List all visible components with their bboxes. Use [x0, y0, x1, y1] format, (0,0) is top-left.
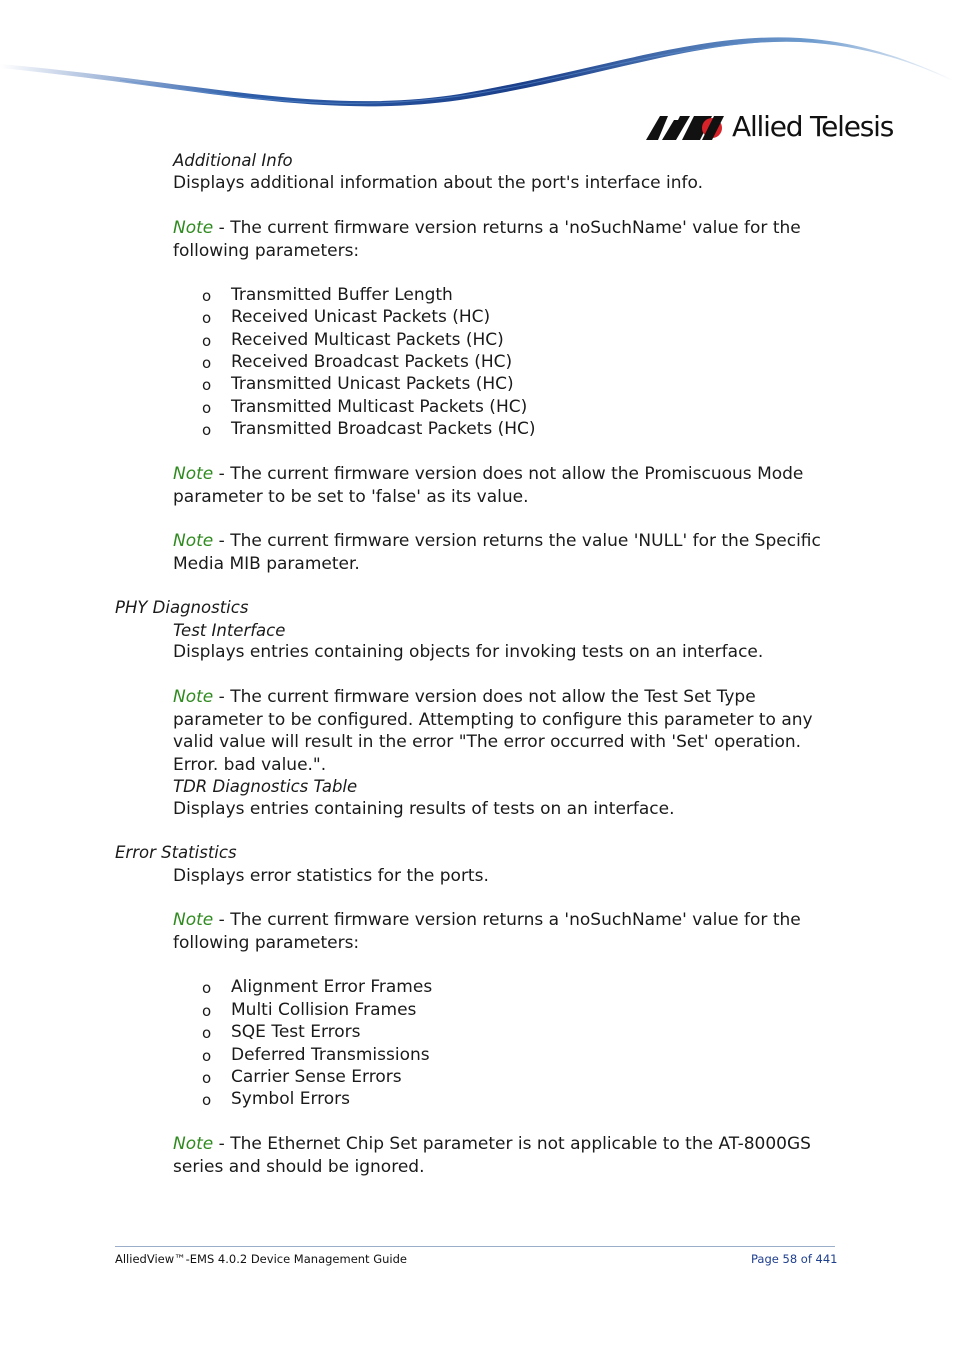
bullet-icon: o — [202, 1091, 212, 1109]
list-item: Received Unicast Packets (HC) — [231, 307, 491, 327]
list-item: Received Multicast Packets (HC) — [231, 330, 504, 350]
bullet-icon: o — [202, 1002, 212, 1020]
list-item: Multi Collision Frames — [231, 1000, 417, 1020]
list-item: SQE Test Errors — [231, 1022, 361, 1042]
footer-divider — [115, 1246, 835, 1247]
error-statistics-note-2 — [173, 1133, 843, 1178]
bullet-icon: o — [202, 1024, 212, 1042]
footer-document-title: AlliedView™-EMS 4.0.2 Device Management Guide — [115, 1252, 407, 1266]
brand-name: Allied Telesis — [732, 110, 894, 143]
list-item: Received Broadcast Packets (HC) — [231, 352, 513, 372]
test-interface-heading: Test Interface — [173, 621, 286, 640]
note-text: - The current firmware version does not allow the Test Set Type parameter to be configured. Attempting to configure this parameter to any valid value will result in the error "The error occurred with 'Set' operation. Error. bad value.". — [173, 687, 813, 775]
list-item: Transmitted Buffer Length — [231, 285, 453, 305]
test-interface-description: Displays entries containing objects for invoking tests on an interface. — [173, 642, 764, 662]
error-statistics-heading: Error Statistics — [115, 843, 237, 862]
list-item: Transmitted Multicast Packets (HC) — [231, 397, 528, 417]
note-label: Note — [173, 464, 214, 484]
tdr-diagnostics-heading: TDR Diagnostics Table — [173, 777, 358, 796]
phy-diagnostics-heading: PHY Diagnostics — [115, 598, 249, 617]
list-item: Transmitted Broadcast Packets (HC) — [231, 419, 536, 439]
list-item: Symbol Errors — [231, 1089, 351, 1109]
note-text: - The current firmware version does not allow the Promiscuous Mode parameter to be set to 'false' as its value. — [173, 464, 804, 507]
additional-info-note-1 — [173, 217, 843, 262]
note-label: Note — [173, 531, 214, 551]
bullet-icon: o — [202, 354, 212, 372]
bullet-icon: o — [202, 309, 212, 327]
bullet-icon: o — [202, 1069, 212, 1087]
bullet-icon: o — [202, 287, 212, 305]
bullet-icon: o — [202, 399, 212, 417]
tdr-diagnostics-description: Displays entries containing results of tests on an interface. — [173, 799, 675, 819]
note-label: Note — [173, 910, 214, 930]
list-item: Carrier Sense Errors — [231, 1067, 402, 1087]
note-text: - The current firmware version returns a 'noSuchName' value for the following parameters: — [173, 910, 801, 953]
list-item: Deferred Transmissions — [231, 1045, 430, 1065]
additional-info-heading: Additional Info — [173, 151, 293, 170]
error-statistics-description: Displays error statistics for the ports. — [173, 866, 489, 886]
note-text: - The current firmware version returns a 'noSuchName' value for the following parameters: — [173, 218, 801, 261]
additional-info-note-3 — [173, 530, 843, 575]
bullet-icon: o — [202, 979, 212, 997]
note-text: - The current firmware version returns the value 'NULL' for the Specific Media MIB parameter. — [173, 531, 821, 574]
bullet-icon: o — [202, 1047, 212, 1065]
additional-info-note-2 — [173, 463, 843, 508]
phy-diagnostics-note — [173, 686, 843, 776]
footer-page-number: Page 58 of 441 — [751, 1252, 838, 1266]
note-label: Note — [173, 218, 214, 238]
header-swoosh — [0, 0, 954, 120]
note-text: - The Ethernet Chip Set parameter is not applicable to the AT-8000GS series and should be ignored. — [173, 1134, 811, 1177]
list-item: Alignment Error Frames — [231, 977, 433, 997]
bullet-icon: o — [202, 421, 212, 439]
note-label: Note — [173, 1134, 214, 1154]
list-item: Transmitted Unicast Packets (HC) — [231, 374, 514, 394]
allied-telesis-mark-icon — [646, 116, 728, 140]
note-label: Note — [173, 687, 214, 707]
bullet-icon: o — [202, 376, 212, 394]
error-statistics-note-1 — [173, 909, 843, 954]
bullet-icon: o — [202, 332, 212, 350]
additional-info-description: Displays additional information about the port's interface info. — [173, 173, 704, 193]
